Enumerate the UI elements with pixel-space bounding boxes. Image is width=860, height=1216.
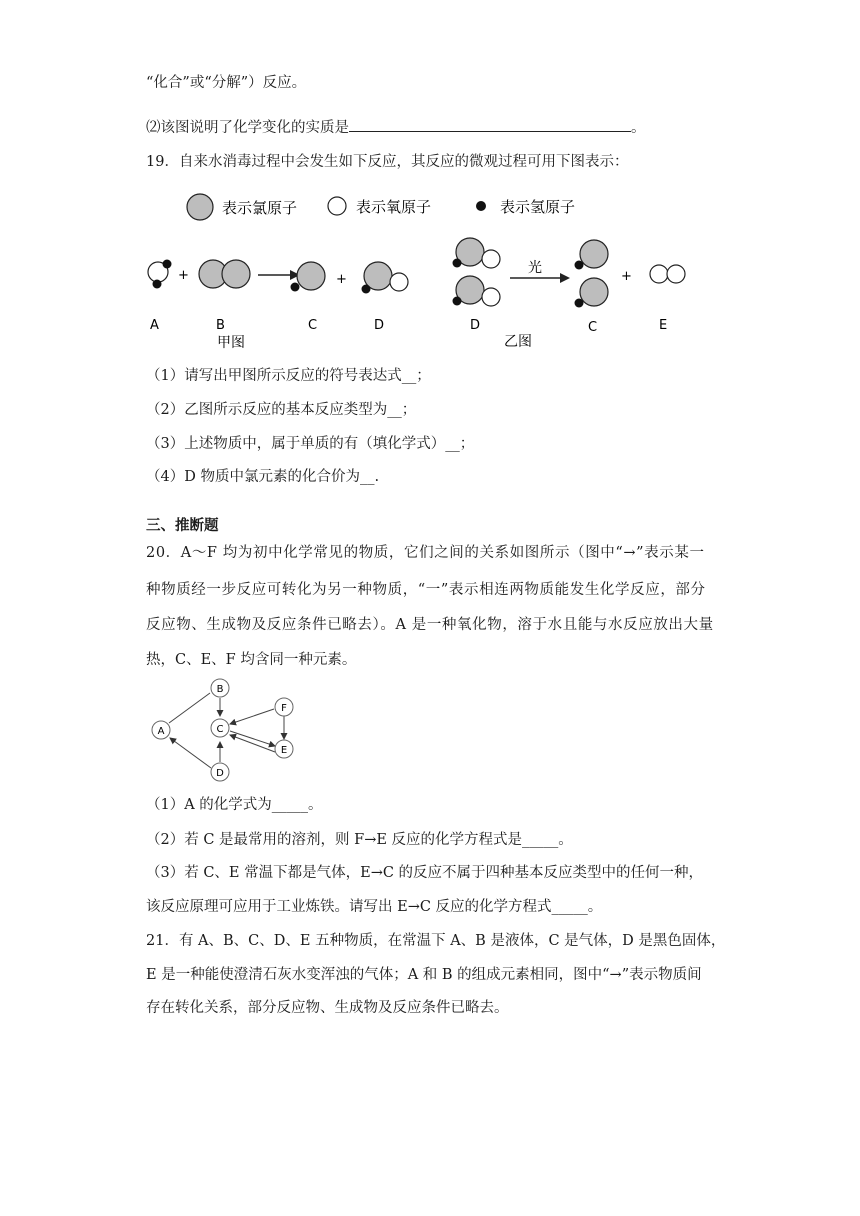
q18-line-2 [146, 117, 646, 138]
yi-title: 乙图 [504, 334, 532, 350]
molecule-b-icon [199, 260, 250, 288]
chlorine-atom-icon [187, 194, 213, 220]
q20-sub-3a: （3）若 C、E 常温下都是气体，E→C 的反应不属于四种基本反应类型中的任何一种， [146, 865, 704, 881]
label-b: B [216, 318, 225, 333]
label-d-yi: D [470, 318, 481, 333]
q20-stem-4: 热，C、E、F 均含同一种元素。 [146, 652, 357, 668]
molecule-c-top-icon [575, 240, 609, 270]
edge-d-a [170, 738, 211, 768]
jia-arrow-icon [258, 270, 300, 280]
svg-text:D: D [216, 768, 224, 779]
q20-relation-diagram [144, 676, 304, 786]
q18-answer-blank[interactable] [349, 117, 631, 132]
jia-plus-1: + [178, 268, 189, 283]
label-c: C [308, 318, 318, 333]
q19-sub-3: （3）上述物质中，属于单质的有（填化学式）__； [146, 436, 475, 452]
q20-sub-1: （1）A 的化学式为_____。 [146, 797, 323, 813]
jia-figure [148, 260, 408, 352]
q21-line-2: E 是一种能使澄清石灰水变浑浊的气体；A 和 B 的组成元素相同，图中“→”表示物质间 [146, 967, 702, 983]
node-e [275, 740, 293, 758]
q20-sub-3b: 该反应原理可应用于工业炼铁。请写出 E→C 反应的化学方程式_____。 [146, 899, 603, 915]
q18-line-2-text: ⑵该图说明了化学变化的实质是 [146, 120, 349, 136]
q18-line-2-end: 。 [631, 120, 646, 136]
section-title-inference: 三、推断题 [146, 518, 219, 534]
q20-stem-1: 20．A～F 均为初中化学常见的物质，它们之间的关系如图所示（图中“→”表示某一 [146, 545, 705, 561]
label-e: E [659, 318, 668, 333]
jia-plus-2: + [336, 272, 347, 287]
svg-text:F: F [281, 703, 287, 714]
node-a [152, 721, 170, 739]
svg-text:A: A [157, 726, 165, 737]
molecule-a-icon [148, 260, 172, 289]
hydrogen-atom-icon [476, 201, 486, 211]
jia-title: 甲图 [217, 335, 245, 351]
yi-plus: + [621, 269, 632, 284]
q19-figure [140, 188, 720, 353]
legend-hydrogen-label: 表示氢原子 [500, 198, 576, 216]
legend-oxygen-label: 表示氧原子 [356, 198, 432, 216]
node-f [275, 698, 293, 716]
light-label: 光 [528, 260, 542, 276]
node-b [211, 679, 229, 697]
svg-text:B: B [216, 684, 224, 695]
node-c [211, 719, 229, 737]
molecule-d-icon [362, 262, 409, 294]
label-a: A [150, 318, 159, 333]
edge-a-b [169, 693, 210, 723]
molecule-d-top-icon [453, 238, 501, 268]
q21-line-3: 存在转化关系，部分反应物、生成物及反应条件已略去。 [146, 1000, 509, 1016]
q19-sub-2: （2）乙图所示反应的基本反应类型为__； [146, 402, 417, 418]
label-c-yi: C [588, 320, 598, 335]
svg-text:E: E [280, 745, 288, 756]
oxygen-atom-icon [328, 197, 346, 215]
q21-line-1: 21．有 A、B、C、D、E 五种物质，在常温下 A、B 是液体，C 是气体，D 是黑色固体， [146, 933, 726, 949]
edge-f-c [230, 709, 274, 724]
svg-text:C: C [216, 724, 224, 735]
molecule-e-icon [650, 265, 685, 283]
legend [187, 194, 575, 220]
q20-sub-2: （2）若 C 是最常用的溶剂，则 F→E 反应的化学方程式是_____。 [146, 832, 573, 848]
q20-stem-3: 反应物、生成物及反应条件已略去）。A 是一种氧化物，溶于水且能与水反应放出大量 [146, 617, 714, 633]
legend-chlorine-label: 表示氯原子 [222, 199, 298, 217]
q19-stem: 19．自来水消毒过程中会发生如下反应，其反应的微观过程可用下图表示： [146, 154, 629, 170]
yi-figure [453, 238, 686, 350]
q19-sub-4: （4）D 物质中氯元素的化合价为__. [146, 469, 380, 485]
molecule-c-bottom-icon [575, 278, 609, 308]
node-d [211, 763, 229, 781]
q19-sub-1: （1）请写出甲图所示反应的符号表达式__； [146, 368, 431, 384]
label-d: D [374, 318, 385, 333]
q18-line-1: “化合”或“分解”）反应。 [146, 75, 307, 91]
q20-stem-2: 种物质经一步反应可转化为另一种物质，“一”表示相连两物质能发生化学反应，部分 [146, 582, 706, 598]
molecule-d-bottom-icon [453, 276, 501, 306]
